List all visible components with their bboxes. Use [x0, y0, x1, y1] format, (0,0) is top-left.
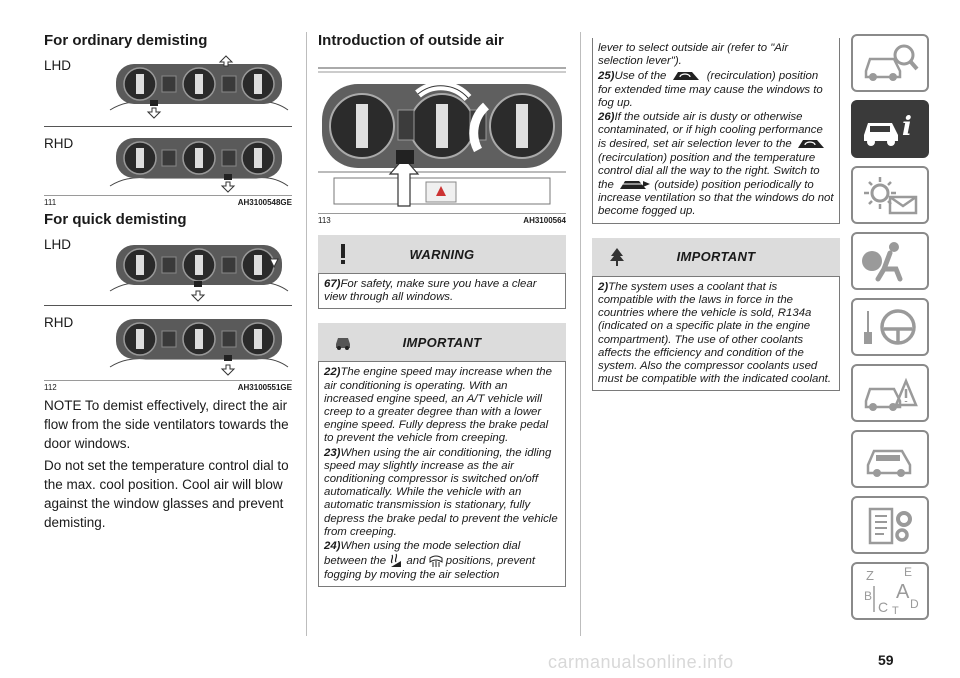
item-number: 26) — [598, 111, 615, 124]
climate-panel-lhd-image — [106, 235, 292, 305]
item-number: 2) — [598, 280, 609, 293]
item-text: (recirculation) position for extended time may cause the windows to fog up. — [598, 70, 823, 109]
tab-index[interactable] — [851, 562, 929, 620]
item-text: When using the air conditioning, the idling speed may slightly increase as the air conditioning compressor is switched on/off automatically. While the vehicle with an automatic transmission is stationary, fully depress the brake pedal to prevent the vehicle from creeping. — [324, 446, 558, 538]
figure-number: 112 — [44, 383, 57, 392]
note-paragraph: NOTE To demist effectively, direct the air flow from the side ventilators towards the door windows. — [44, 398, 289, 451]
index-letter: Z — [866, 568, 874, 583]
figure-caption-113 — [318, 216, 566, 225]
defrost-icon — [429, 554, 443, 568]
index-letter: B — [864, 589, 873, 603]
climate-panel-lhd-image — [106, 54, 292, 124]
tab-knowing-instruments[interactable] — [851, 100, 929, 158]
item-text: If the outside air is dusty or otherwise contaminated, or if high cooling performance is desired, set air selection lever to the — [598, 111, 823, 151]
tab-safety[interactable] — [851, 232, 929, 290]
warning-item — [324, 278, 560, 304]
figure-caption-112 — [44, 383, 292, 392]
emergency-icon — [860, 371, 920, 415]
left-column — [44, 32, 292, 532]
figure-caption-111 — [44, 198, 292, 207]
column-divider — [580, 32, 581, 636]
body-paragraph: Do not set the temperature control dial to the max. cool position. Cool air will blow against the window glasses and prevent demisting. — [44, 458, 289, 530]
figure-112 — [44, 229, 292, 381]
page-number: 59 — [878, 652, 894, 668]
middle-column — [318, 32, 566, 587]
continued-text: lever to select outside air (refer to "Air selection lever"). — [598, 42, 789, 68]
important-item-25 — [598, 69, 834, 110]
car-info-icon — [860, 107, 920, 151]
important-title: IMPORTANT — [402, 334, 482, 350]
item-text: (recirculation) position and the temperature control dial all the way to the right. Switch to the — [598, 151, 820, 192]
item-text: positions, prevent fogging by moving the air selection — [324, 555, 536, 582]
item-text: When using the mode selection dial between the — [324, 540, 521, 568]
car-important-icon — [332, 331, 354, 353]
chapter-tabs — [851, 34, 929, 628]
item-text: The engine speed may increase when the air conditioning is operating. With an increased engine speed, an A/T vehicle will creep to a greater degree than with a lower engine speed. Fully depress the brake pedal to prevent the vehicle from creeping. — [324, 366, 552, 445]
item-number: 24) — [324, 540, 341, 553]
figure-number: 113 — [318, 216, 331, 225]
index-letters-icon — [860, 566, 920, 616]
tab-technical-specs[interactable] — [851, 496, 929, 554]
warning-lights-icon — [860, 173, 920, 217]
warning-box — [318, 273, 566, 309]
safety-airbag-icon — [860, 239, 920, 283]
important-item — [324, 540, 560, 582]
car-search-icon — [860, 41, 920, 85]
climate-panel-rhd-image — [106, 313, 292, 379]
key-steering-icon — [860, 305, 920, 349]
important-header — [318, 323, 566, 361]
tab-emergency[interactable] — [851, 364, 929, 422]
figure-number: 111 — [44, 198, 57, 207]
item-number: 23) — [324, 446, 341, 459]
figure-label-lhd: LHD — [44, 58, 72, 73]
section-title-outside-air: Introduction of outside air — [318, 32, 504, 49]
warning-title: WARNING — [409, 246, 475, 262]
item-number: 25) — [598, 70, 615, 83]
tab-starting-driving[interactable] — [851, 298, 929, 356]
figure-113 — [318, 50, 566, 214]
figure-111 — [44, 50, 292, 196]
tab-warning-lights[interactable] — [851, 166, 929, 224]
index-letter: C — [878, 599, 889, 615]
important-item — [598, 281, 834, 387]
index-letter: D — [910, 597, 919, 611]
figure-code: AH3100551GE — [237, 383, 292, 392]
specs-gear-icon — [860, 503, 920, 547]
recirculation-icon — [795, 137, 829, 151]
important-box — [592, 276, 840, 392]
watermark: carmanualsonline.info — [548, 652, 734, 672]
item-text: and — [406, 555, 426, 568]
figure-label-rhd: RHD — [44, 136, 74, 151]
tab-knowing-car[interactable] — [851, 34, 929, 92]
figure-code: AH3100548GE — [237, 198, 292, 207]
warning-header — [318, 235, 566, 273]
maintenance-car-icon — [860, 437, 920, 481]
important-title: IMPORTANT — [676, 249, 756, 265]
figure-label-rhd: RHD — [44, 315, 74, 330]
figure-code: AH3100564 — [523, 216, 566, 225]
figure-label-lhd: LHD — [44, 237, 72, 252]
important-item — [324, 366, 560, 445]
index-letter: A — [896, 581, 910, 603]
important-item-26 — [598, 111, 834, 219]
defrost-mode-icon — [389, 553, 403, 569]
item-text: The system uses a coolant that is compatible with the laws in force in the countries where the vehicle is sold, R134a (indicated on a specific plate in the engine compartment). The use of other coolants affects the efficiency and condition of the system. Also the compressor coolants used must be compatible with the indicated coolant. — [598, 280, 832, 386]
item-text: (outside) position periodically to increase ventilation so that the windows do not become fogged up. — [598, 179, 834, 218]
section-title-quick-demisting: For quick demisting — [44, 211, 187, 228]
climate-panel-closeup-image — [318, 54, 566, 212]
section-title-ordinary-demisting: For ordinary demisting — [44, 32, 208, 49]
column-divider — [306, 32, 307, 636]
item-text: Use of the — [614, 70, 667, 83]
recirculation-icon — [670, 69, 704, 83]
index-letter: T — [892, 605, 899, 616]
warning-exclamation-icon — [332, 243, 354, 265]
tab-servicing[interactable] — [851, 430, 929, 488]
index-letter: E — [904, 566, 913, 579]
right-column — [592, 38, 840, 391]
important-item — [324, 447, 560, 539]
climate-panel-rhd-image — [106, 132, 292, 194]
svg-text:i: i — [902, 112, 912, 142]
tree-environment-icon — [606, 246, 628, 268]
important-header — [592, 238, 840, 276]
outside-air-icon — [617, 178, 651, 192]
item-text: For safety, make sure you have a clear view through all windows. — [324, 278, 537, 304]
item-number: 67) — [324, 278, 341, 290]
item-number: 22) — [324, 366, 341, 379]
continued-important-box — [592, 38, 840, 224]
important-box — [318, 361, 566, 587]
